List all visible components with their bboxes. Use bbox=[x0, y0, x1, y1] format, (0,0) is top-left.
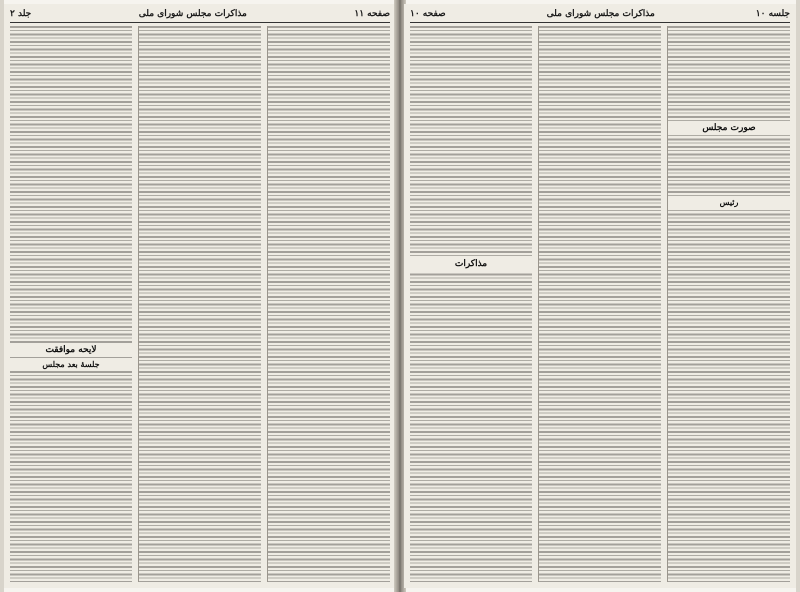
left-running-title: مذاکرات مجلس شورای ملی bbox=[138, 9, 247, 19]
section-heading: صورت مجلس bbox=[668, 122, 790, 135]
right-column-2 bbox=[538, 26, 661, 582]
right-page-number: صفحه ۱۰ bbox=[410, 9, 446, 19]
left-page-header bbox=[10, 6, 390, 23]
left-outer-label: جلد ۲ bbox=[10, 9, 32, 19]
right-column-3 bbox=[410, 26, 532, 582]
left-column-3 bbox=[10, 26, 132, 582]
scan-edge-right bbox=[796, 0, 800, 592]
text-block bbox=[539, 26, 661, 582]
section-heading: لایحه موافقت bbox=[10, 344, 132, 357]
text-block bbox=[268, 26, 390, 582]
section-heading: مذاکرات bbox=[410, 258, 532, 271]
text-block bbox=[10, 26, 132, 582]
left-page bbox=[4, 4, 396, 588]
right-page-header bbox=[410, 6, 790, 23]
right-column-1 bbox=[667, 26, 790, 582]
right-page bbox=[404, 4, 796, 588]
right-outer-label: جلسه ۱۰ bbox=[755, 9, 790, 19]
left-column-1 bbox=[267, 26, 390, 582]
text-block bbox=[668, 26, 790, 582]
right-page-columns bbox=[410, 26, 790, 582]
section-heading: رئیس bbox=[668, 196, 790, 209]
section-heading: جلسهٔ بعد مجلس bbox=[10, 358, 132, 371]
left-page-number: صفحه ۱۱ bbox=[354, 9, 390, 19]
text-block bbox=[410, 26, 532, 582]
right-running-title: مذاکرات مجلس شورای ملی bbox=[546, 9, 655, 19]
left-page-columns bbox=[10, 26, 390, 582]
text-block bbox=[139, 26, 261, 582]
left-column-2 bbox=[138, 26, 261, 582]
